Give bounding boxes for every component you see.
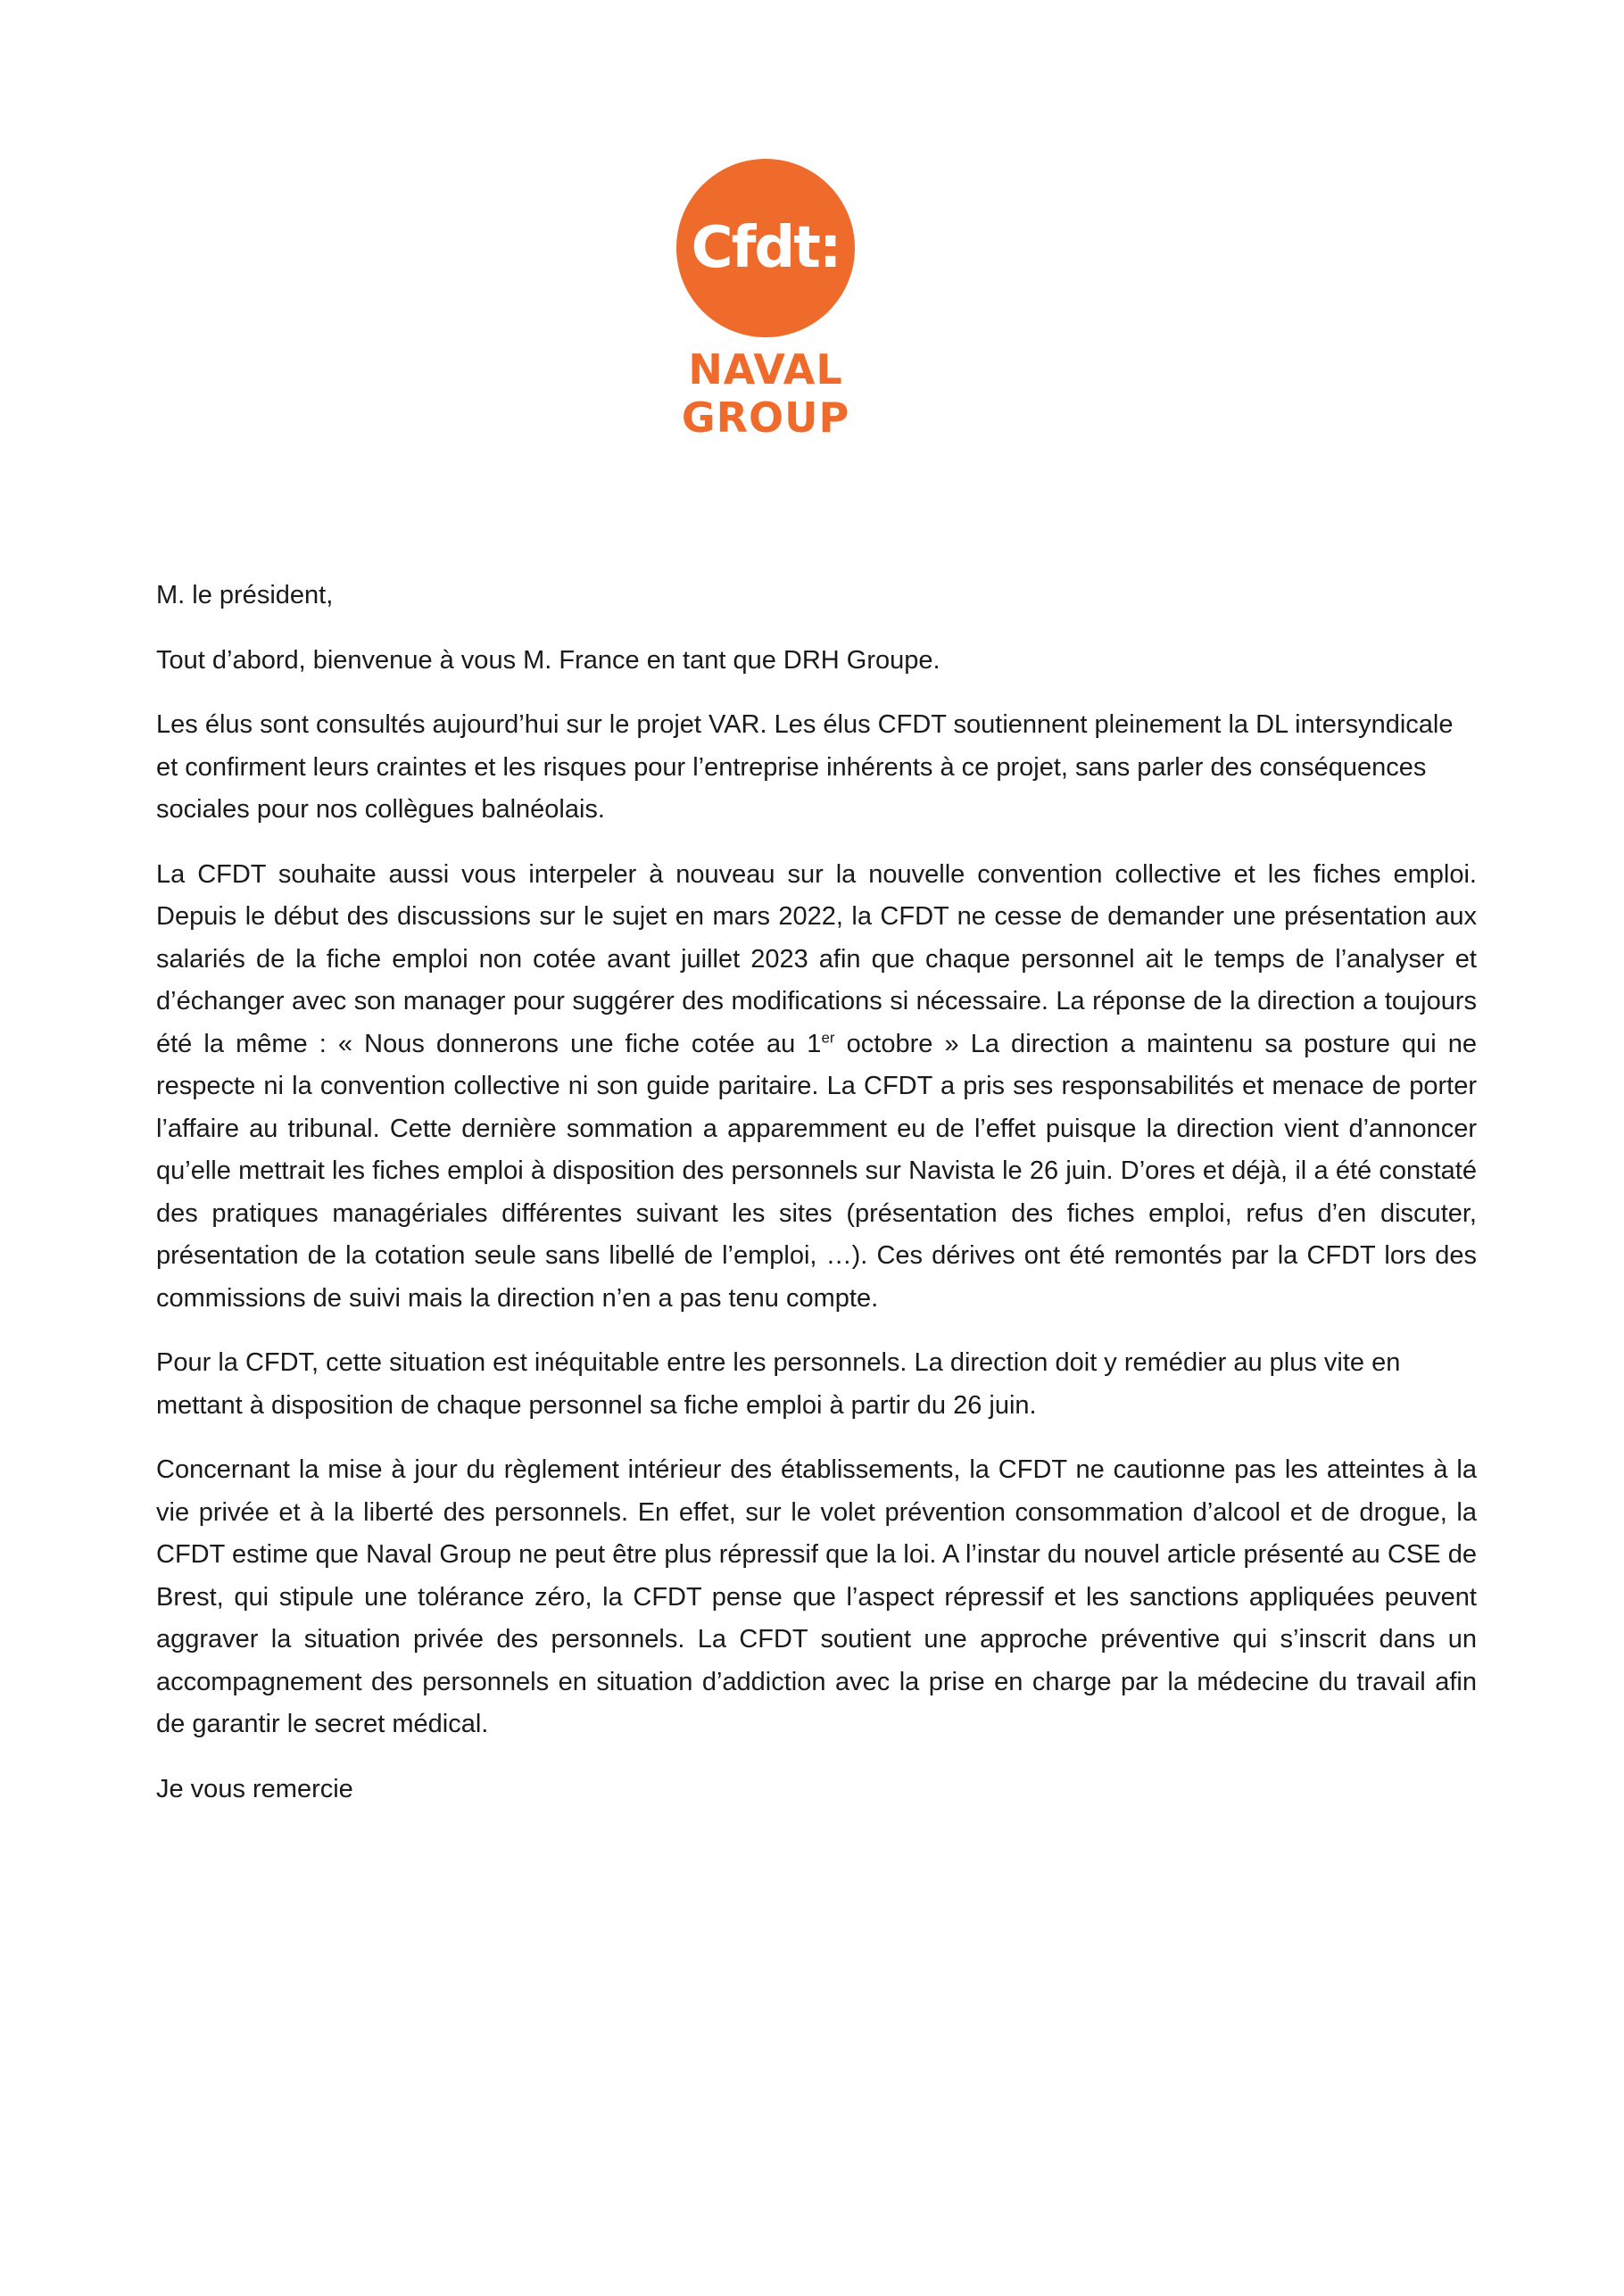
- closing: Je vous remercie: [156, 1774, 353, 1803]
- paragraph-convention-part1: La CFDT souhaite aussi vous interpeler à nouveau sur la nouvelle convention collective et les fiches emploi. Depuis le début des discussions sur le sujet en mars 2022, la CFDT ne cesse de demander une présentation aux salariés de la fiche emploi non cotée avant juillet 2023 afin que chaque personnel ait le temps de l’analyser et d’échanger avec son manager pour suggérer des modifications si nécessaire. La réponse de la direction a toujours été la même : « Nous donnerons une fiche cotée au 1: [156, 859, 1477, 1058]
- ordinal-superscript: er: [821, 1028, 835, 1046]
- logo-line-group: GROUP: [681, 394, 850, 442]
- cfdt-naval-group-logo: [676, 159, 855, 448]
- paragraph-welcome: Tout d’abord, bienvenue à vous M. France en tant que DRH Groupe.: [156, 645, 940, 675]
- paragraph-inequity: Pour la CFDT, cette situation est inéquitable entre les personnels. La direction doit y remédier au plus vite en mettant à disposition de chaque personnel sa fiche emploi à partir du 26 juin.: [156, 1348, 1401, 1420]
- letter-body: [156, 575, 1477, 1833]
- paragraph-convention-part2: octobre » La direction a maintenu sa posture qui ne respecte ni la convention collective ni son guide paritaire. La CFDT a pris ses responsabilités et menace de porter l’affaire au tribunal. Cette dernière sommation a apparemment eu de l’effet puisque la direction vient d’annoncer qu’elle mettrait les fiches emploi à disposition des personnels sur Navista le 26 juin. D’ores et déjà, il a été constaté des pratiques managériales différentes suivant les sites (présentation des fiches emploi, refus d’en discuter, présentation de la cotation seule sans libellé de l’emploi, …). Ces dérives ont été remontés par la CFDT lors des commissions de suivi mais la direction n’en a pas tenu compte.: [156, 1029, 1477, 1313]
- logo-line-naval: NAVAL: [688, 345, 843, 394]
- paragraph-reglement-interieur: Concernant la mise à jour du règlement intérieur des établissements, la CFDT ne cautionne pas les atteintes à la vie privée et à la liberté des personnels. En effet, sur le volet prévention consommation d’alcool et de drogue, la CFDT estime que Naval Group ne peut être plus répressif que la loi. A l’instar du nouvel article présenté au CSE de Brest, qui stipule une tolérance zéro, la CFDT pense que l’aspect répressif et les sanctions appliquées peuvent aggraver la situation privée des personnels. La CFDT soutient une approche préventive qui s’inscrit dans un accompagnement des personnels en situation d’addiction avec la prise en charge par la médecine du travail afin de garantir le secret médical.: [156, 1455, 1477, 1738]
- logo-wordmark: Cfdt:: [691, 215, 841, 281]
- paragraph-convention-collective: [156, 854, 1477, 1321]
- salutation: M. le président,: [156, 581, 334, 609]
- paragraph-var-project: Les élus sont consultés aujourd’hui sur le projet VAR. Les élus CFDT soutiennent pleinement la DL intersyndicale et confirment leurs craintes et les risques pour l’entreprise inhérents à ce projet, sans parler des conséquences sociales pour nos collègues balnéolais.: [156, 710, 1454, 824]
